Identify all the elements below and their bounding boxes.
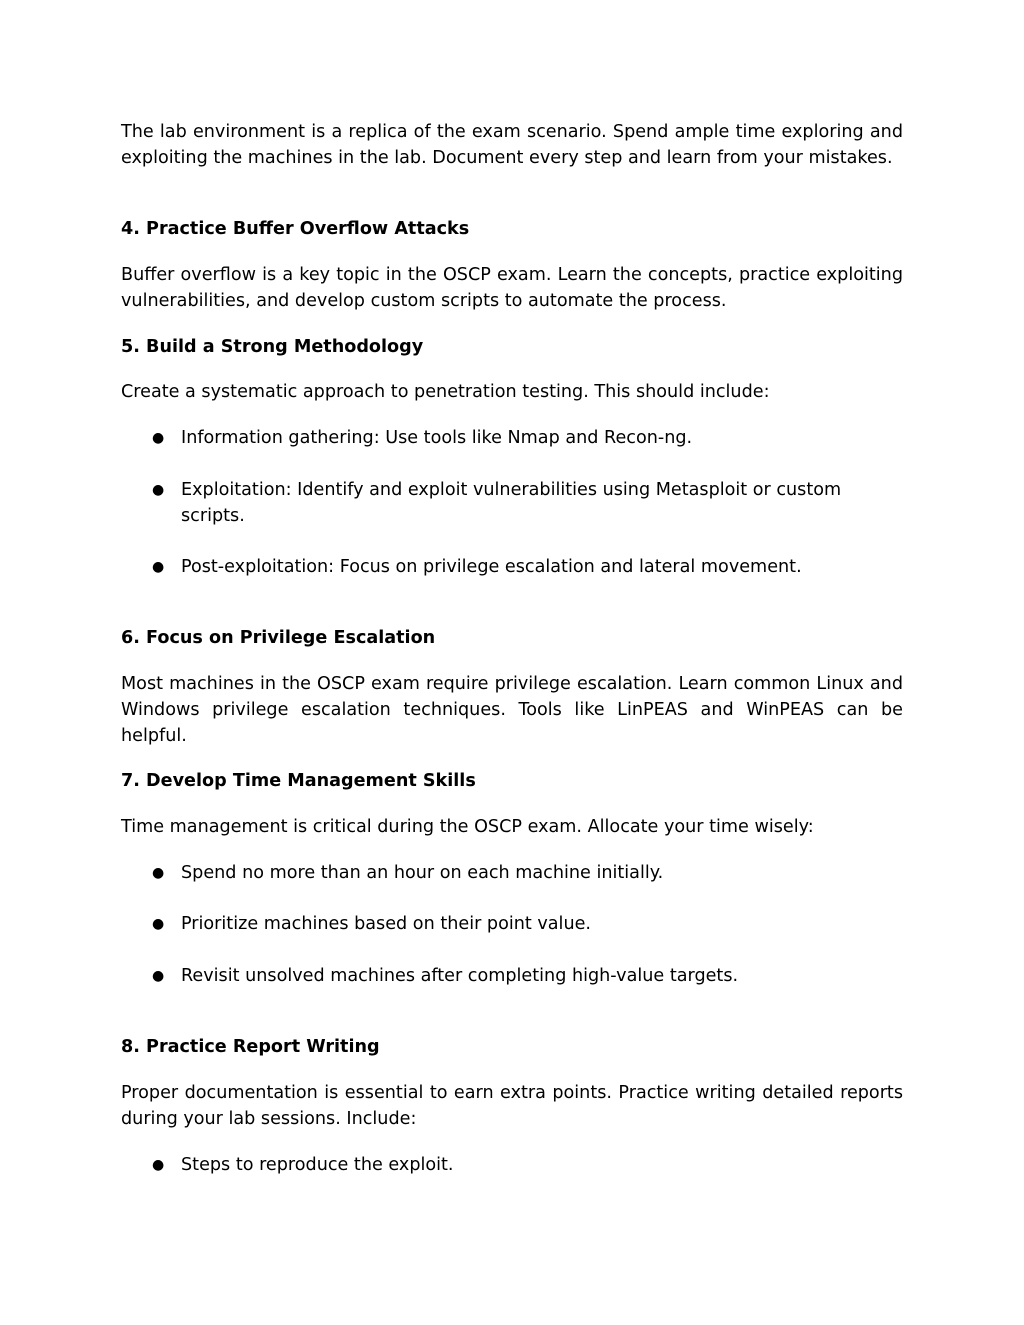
heading-time-management: 7. Develop Time Management Skills [121,771,476,791]
bullet-icon: ● [152,482,165,498]
bullet-icon: ● [152,430,165,446]
bullet-icon: ● [152,865,165,881]
list-item-text: Post-exploitation: Focus on privilege escalation and lateral movement. [181,557,802,577]
buffer-overflow-paragraph: Buffer overflow is a key topic in the OSCP exam. Learn the concepts, practice exploiting vulnerabilities, and develop custom scripts to automate the process. [121,265,903,311]
list-item-text: Information gathering: Use tools like Nmap and Recon-ng. [181,428,693,448]
heading-privilege-escalation: 6. Focus on Privilege Escalation [121,628,436,648]
time-management-paragraph: Time management is critical during the OSCP exam. Allocate your time wisely: [121,817,814,837]
list-item-text: Prioritize machines based on their point value. [181,914,592,934]
heading-buffer-overflow: 4. Practice Buffer Overflow Attacks [121,219,470,239]
report-writing-paragraph: Proper documentation is essential to earn extra points. Practice writing detailed reports during your lab sessions. Include: [121,1083,903,1129]
bullet-icon: ● [152,559,165,575]
bullet-icon: ● [152,916,165,932]
list-item-text: Steps to reproduce the exploit. [181,1155,454,1175]
heading-report-writing: 8. Practice Report Writing [121,1037,380,1057]
methodology-paragraph: Create a systematic approach to penetration testing. This should include: [121,382,770,402]
list-item-text: Exploitation: Identify and exploit vulnerabilities using Metasploit or custom scripts. [181,480,842,526]
list-item-text: Spend no more than an hour on each machine initially. [181,863,664,883]
privilege-escalation-paragraph: Most machines in the OSCP exam require privilege escalation. Learn common Linux and Windows privilege escalation techniques. Tools like LinPEAS and WinPEAS can be helpful. [121,674,903,746]
bullet-icon: ● [152,968,165,984]
list-item-text: Revisit unsolved machines after completing high-value targets. [181,966,739,986]
heading-methodology: 5. Build a Strong Methodology [121,337,424,357]
bullet-icon: ● [152,1157,165,1173]
lab-environment-paragraph: The lab environment is a replica of the exam scenario. Spend ample time exploring and exploiting the machines in the lab. Document every step and learn from your mistakes. [121,122,903,168]
